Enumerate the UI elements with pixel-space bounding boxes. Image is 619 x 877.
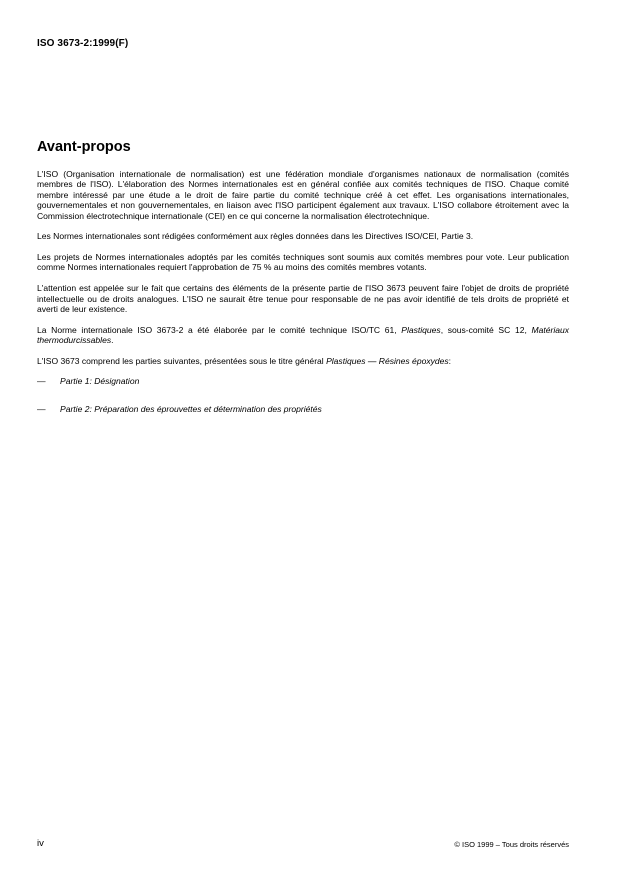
list-item-text: Partie 1: Désignation [60, 376, 140, 387]
paragraph-committee [37, 325, 569, 346]
committee-name-plastiques: Plastiques [401, 324, 441, 335]
paragraph-directives: Les Normes internationales sont rédigées conformément aux règles données dans les Directives ISO/CEI, Partie 3. [37, 231, 474, 242]
committee-text-2: , sous-comité SC 12, [440, 324, 532, 335]
committee-text-3: . [111, 335, 114, 346]
parts-intro-colon: : [448, 355, 452, 366]
paragraph-iso-organisation: L'ISO (Organisation internationale de normalisation) est une fédération mondiale d'organismes nationaux de normalisation (comités membres de l'ISO). L'élaboration des Normes internationales est en général confiée aux comités techniques de l'ISO. Chaque comité membre intéressé par une étude a le droit de faire partie du comité technique créé à cet effet. Les organisations internationales, gouvernementales et non gouvernementales, en liaison avec l'ISO participent également aux travaux. L'ISO collabore étroitement avec la Commission électrotechnique internationale (CEI) en ce qui concerne la normalisation électrotechnique. [37, 169, 569, 221]
page-number: iv [37, 838, 44, 849]
general-title: Plastiques — Résines époxydes [326, 355, 449, 366]
paragraph-patent-rights: L'attention est appelée sur le fait que certains des éléments de la présente partie de l'ISO 3673 peuvent faire l'objet de droits de propriété intellectuelle ou de droits analogues. L'ISO ne saurait être tenue pour responsable de ne pas avoir identifié de tels droits de propriété et averti de leur existence. [37, 283, 569, 314]
list-item [37, 404, 569, 414]
list-item [37, 376, 569, 386]
subcommittee-name: Matériaux thermodurcissables [37, 324, 569, 346]
document-id-header: ISO 3673-2:1999(F) [37, 38, 129, 49]
list-dash: — [37, 376, 46, 387]
copyright-notice: © ISO 1999 – Tous droits réservés [454, 840, 569, 849]
foreword-body [37, 169, 569, 431]
list-dash: — [37, 403, 46, 414]
committee-text-1: La Norme internationale ISO 3673-2 a été élaborée par le comité technique ISO/TC 61, [37, 324, 402, 335]
section-title: Avant-propos [37, 139, 131, 155]
paragraph-parts-intro [37, 356, 569, 366]
list-item-text: Partie 2: Préparation des éprouvettes et détermination des propriétés [60, 403, 322, 414]
parts-intro-text: L'ISO 3673 comprend les parties suivantes, présentées sous le titre général [37, 355, 327, 366]
paragraph-voting: Les projets de Normes internationales adoptés par les comités techniques sont soumis aux comités membres pour vote. Leur publication comme Normes internationales requiert l'approbation de 75 % au moins des comités membres votants. [37, 252, 569, 273]
